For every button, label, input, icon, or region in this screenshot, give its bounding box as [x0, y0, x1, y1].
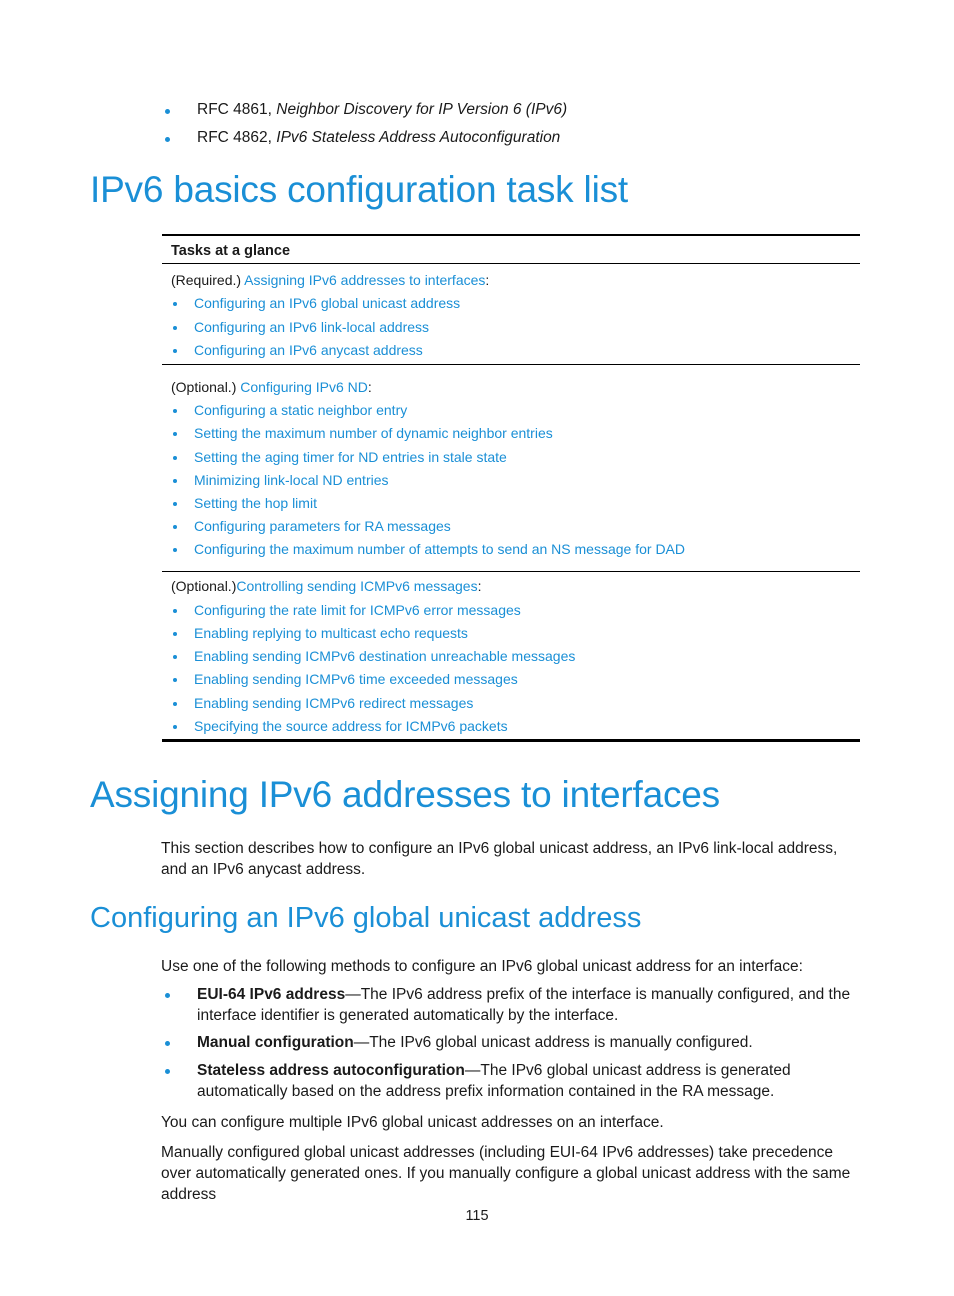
link-task[interactable]: Enabling sending ICMPv6 time exceeded messages — [194, 671, 518, 687]
bullet-icon — [173, 302, 177, 306]
bullet-icon — [173, 678, 177, 682]
para-precedence: Manually configured global unicast addresses (including EUI-64 IPv6 addresses) take precedence over automatically generated ones. If you manually configure a global unicast address with the same address — [161, 1144, 851, 1203]
link-task[interactable]: Configuring an IPv6 global unicast address — [194, 295, 461, 311]
bullet-icon — [173, 548, 177, 552]
link-task[interactable]: Configuring an IPv6 link-local address — [194, 319, 430, 335]
bullet-icon — [173, 655, 177, 659]
link-task[interactable]: Configuring parameters for RA messages — [194, 518, 451, 534]
table-header: Tasks at a glance — [171, 243, 291, 259]
bullet-icon — [173, 326, 177, 330]
link-task[interactable]: Specifying the source address for ICMPv6 packets — [194, 718, 508, 734]
table-section-optional-icmpv6: (Optional.)Controlling sending ICMPv6 messages: — [171, 578, 482, 594]
table-top-rule — [162, 234, 860, 236]
para-multiple: You can configure multiple IPv6 global unicast addresses on an interface. — [161, 1114, 664, 1131]
link-task[interactable]: Configuring the maximum number of attempts to send an NS message for DAD — [194, 541, 685, 557]
assigning-intro: This section describes how to configure an IPv6 global unicast address, an IPv6 link-local address, and an IPv6 anycast address. — [161, 840, 838, 878]
method-item: Stateless address autoconfiguration—The IPv6 global unicast address is generated automatically based on the address prefix information contained in the RA message. — [197, 1062, 791, 1100]
bullet-icon — [165, 1069, 170, 1074]
link-task[interactable]: Configuring the rate limit for ICMPv6 error messages — [194, 602, 521, 618]
bullet-icon — [173, 702, 177, 706]
global-intro: Use one of the following methods to configure an IPv6 global unicast address for an interface: — [161, 958, 803, 975]
bullet-icon — [173, 409, 177, 413]
heading-assigning: Assigning IPv6 addresses to interfaces — [90, 774, 720, 815]
bullet-icon — [173, 432, 177, 436]
link-task[interactable]: Minimizing link-local ND entries — [194, 472, 389, 488]
bullet-icon — [173, 349, 177, 353]
method-item: Manual configuration—The IPv6 global unicast address is manually configured. — [197, 1034, 753, 1051]
bullet-icon — [173, 502, 177, 506]
bullet-icon — [173, 632, 177, 636]
link-task[interactable]: Enabling replying to multicast echo requests — [194, 625, 468, 641]
link-task[interactable]: Setting the hop limit — [194, 495, 317, 511]
table-row-rule — [162, 364, 860, 365]
heading-task-list: IPv6 basics configuration task list — [90, 169, 628, 210]
bullet-icon — [173, 456, 177, 460]
rfc-reference: RFC 4861, Neighbor Discovery for IP Version 6 (IPv6) — [197, 101, 568, 118]
page-number: 115 — [465, 1208, 489, 1224]
bullet-icon — [173, 609, 177, 613]
bullet-icon — [173, 479, 177, 483]
table-header-rule — [162, 263, 860, 264]
link-task[interactable]: Configuring an IPv6 anycast address — [194, 342, 423, 358]
table-bottom-rule — [162, 739, 860, 742]
method-item: EUI-64 IPv6 address—The IPv6 address prefix of the interface is manually configured, and the interface identifier is generated automatically by the interface. — [197, 986, 851, 1024]
link-task[interactable]: Enabling sending ICMPv6 destination unreachable messages — [194, 648, 576, 664]
link-assigning-ipv6-addresses[interactable]: Assigning IPv6 addresses to interfaces — [244, 272, 486, 288]
rfc-reference: RFC 4862, IPv6 Stateless Address Autoconfiguration — [197, 129, 561, 146]
table-row-rule — [162, 571, 860, 572]
table-section-required: (Required.) Assigning IPv6 addresses to interfaces: — [171, 272, 490, 288]
link-configuring-ipv6-nd[interactable]: Configuring IPv6 ND — [240, 379, 368, 395]
bullet-icon — [165, 1041, 170, 1046]
link-task[interactable]: Setting the maximum number of dynamic neighbor entries — [194, 425, 553, 441]
bullet-icon — [165, 109, 170, 114]
link-task[interactable]: Enabling sending ICMPv6 redirect messages — [194, 695, 474, 711]
link-task[interactable]: Setting the aging timer for ND entries in stale state — [194, 449, 507, 465]
heading-global-unicast: Configuring an IPv6 global unicast address — [90, 902, 642, 934]
table-section-optional-nd: (Optional.) Configuring IPv6 ND: — [171, 379, 372, 395]
bullet-icon — [173, 725, 177, 729]
bullet-icon — [173, 525, 177, 529]
bullet-icon — [165, 993, 170, 998]
link-controlling-icmpv6[interactable]: Controlling sending ICMPv6 messages — [236, 578, 478, 594]
link-task[interactable]: Configuring a static neighbor entry — [194, 402, 408, 418]
bullet-icon — [165, 137, 170, 142]
